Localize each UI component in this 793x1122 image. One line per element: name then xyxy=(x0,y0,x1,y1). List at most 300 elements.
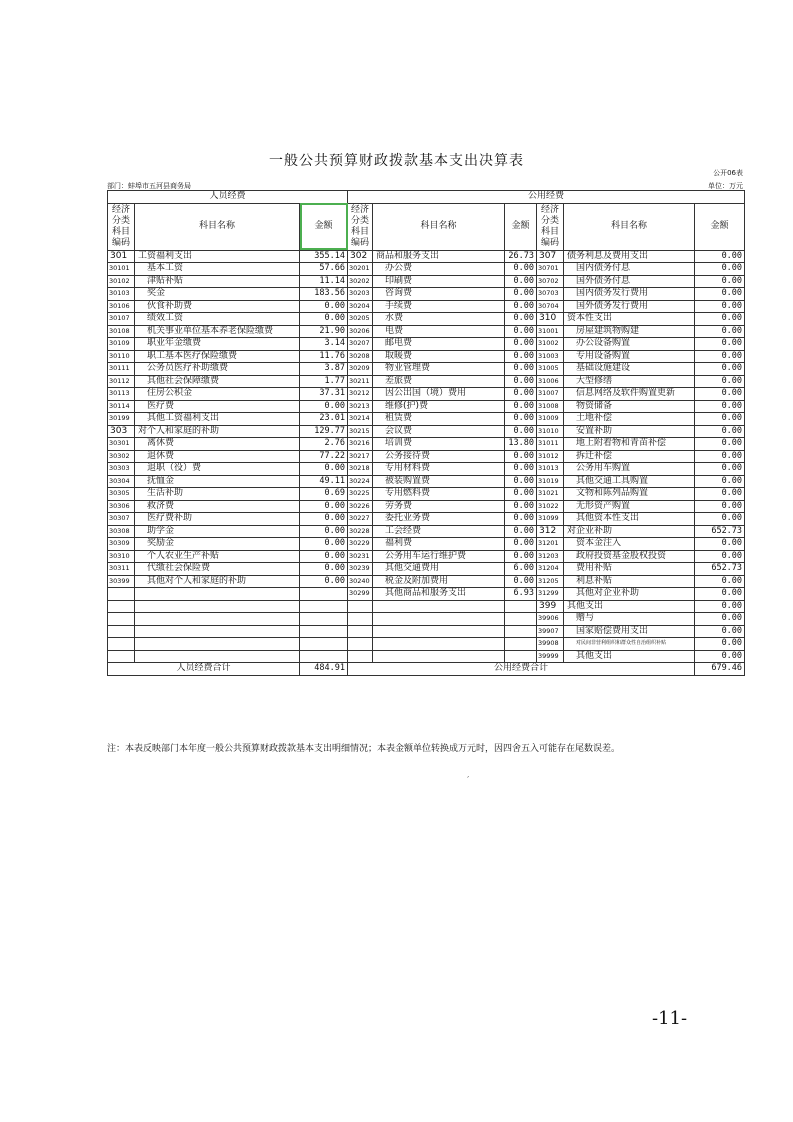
cell-amount xyxy=(300,638,348,651)
cell-name: 安置补助 xyxy=(564,425,695,438)
cell-code: 30106 xyxy=(108,300,135,313)
cell-amount: 0.00 xyxy=(695,350,745,363)
cell-name: 其他对企业补助 xyxy=(564,588,695,601)
table-row xyxy=(108,313,745,326)
col-header-code: 经济分类科目编码 xyxy=(108,203,135,250)
cell-amount xyxy=(505,613,537,626)
cell-name: 大型修缮 xyxy=(564,375,695,388)
cell-code: 30206 xyxy=(348,325,373,338)
cell-amount: 355.14 xyxy=(300,250,348,263)
cell-name: 对个人和家庭的补助 xyxy=(135,425,300,438)
cell-code: 31005 xyxy=(537,363,564,376)
cell-code xyxy=(348,600,373,613)
cell-name: 文物和陈列品购置 xyxy=(564,488,695,501)
cell-code: 310 xyxy=(537,313,564,326)
cell-amount: 0.00 xyxy=(695,538,745,551)
cell-name: 伙食补助费 xyxy=(135,300,300,313)
cell-name: 国内债务付息 xyxy=(564,263,695,276)
col-header-amount: 金额 xyxy=(695,203,745,250)
cell-code: 30101 xyxy=(108,263,135,276)
cell-amount: 0.00 xyxy=(695,375,745,388)
cell-code: 30218 xyxy=(348,463,373,476)
cell-amount: 0.00 xyxy=(505,463,537,476)
cell-amount: 0.00 xyxy=(505,513,537,526)
cell-code: 30306 xyxy=(108,500,135,513)
cell-amount: 3.87 xyxy=(300,363,348,376)
cell-name: 奖励金 xyxy=(135,538,300,551)
table-row xyxy=(108,563,745,576)
cell-name: 物业管理费 xyxy=(373,363,505,376)
cell-name xyxy=(135,600,300,613)
cell-name: 助学金 xyxy=(135,525,300,538)
cell-amount: 0.00 xyxy=(695,475,745,488)
col-header-amount: 金额 xyxy=(300,203,348,250)
cell-amount: 57.66 xyxy=(300,263,348,276)
cell-name: 基础设施建设 xyxy=(564,363,695,376)
cell-name xyxy=(373,613,505,626)
cell-code: 30109 xyxy=(108,338,135,351)
table-row xyxy=(108,575,745,588)
cell-name: 其他支出 xyxy=(564,650,695,663)
table-row xyxy=(108,363,745,376)
cell-code: 303 xyxy=(108,425,135,438)
table-row xyxy=(108,450,745,463)
cell-code: 31010 xyxy=(537,425,564,438)
cell-name: 对企业补助 xyxy=(564,525,695,538)
cell-amount: 0.00 xyxy=(695,263,745,276)
cell-name: 资本性支出 xyxy=(564,313,695,326)
cell-code: 31007 xyxy=(537,388,564,401)
cell-code: 30309 xyxy=(108,538,135,551)
cell-code: 31003 xyxy=(537,350,564,363)
cell-code: 307 xyxy=(537,250,564,263)
table-row xyxy=(108,425,745,438)
cell-code: 30205 xyxy=(348,313,373,326)
cell-code: 30303 xyxy=(108,463,135,476)
cell-code: 30229 xyxy=(348,538,373,551)
cell-code xyxy=(348,613,373,626)
cell-amount: 0.00 xyxy=(505,388,537,401)
cell-name: 水费 xyxy=(373,313,505,326)
cell-amount: 0.00 xyxy=(505,363,537,376)
cell-code: 30111 xyxy=(108,363,135,376)
table-row xyxy=(108,288,745,301)
cell-name: 津贴补贴 xyxy=(135,275,300,288)
cell-code: 30307 xyxy=(108,513,135,526)
cell-code: 30103 xyxy=(108,288,135,301)
cell-code: 312 xyxy=(537,525,564,538)
cell-name: 会议费 xyxy=(373,425,505,438)
cell-code xyxy=(108,625,135,638)
cell-amount: 0.00 xyxy=(695,625,745,638)
cell-code: 30217 xyxy=(348,450,373,463)
table-row xyxy=(108,400,745,413)
col-header-code: 经济分类科目编码 xyxy=(537,203,564,250)
cell-amount: 0.00 xyxy=(300,463,348,476)
table-row xyxy=(108,638,745,651)
cell-amount: 0.00 xyxy=(505,375,537,388)
cell-amount: 0.00 xyxy=(505,488,537,501)
cell-code xyxy=(348,625,373,638)
cell-name: 奖金 xyxy=(135,288,300,301)
cell-amount: 11.76 xyxy=(300,350,348,363)
cell-amount: 129.77 xyxy=(300,425,348,438)
cell-name: 信息网络及软件购置更新 xyxy=(564,388,695,401)
table-row xyxy=(108,513,745,526)
cell-name: 其他社会保障缴费 xyxy=(135,375,300,388)
cell-amount: 0.00 xyxy=(505,550,537,563)
cell-code: 30231 xyxy=(348,550,373,563)
cell-name: 退职（役）费 xyxy=(135,463,300,476)
table-row xyxy=(108,550,745,563)
table-row xyxy=(108,338,745,351)
cell-amount: 0.00 xyxy=(695,488,745,501)
cell-code: 30204 xyxy=(348,300,373,313)
cell-amount: 2.76 xyxy=(300,438,348,451)
cell-code: 30304 xyxy=(108,475,135,488)
cell-code: 31205 xyxy=(537,575,564,588)
table-row xyxy=(108,488,745,501)
cell-amount: 0.00 xyxy=(695,338,745,351)
table-row xyxy=(108,388,745,401)
cell-code: 30102 xyxy=(108,275,135,288)
cell-name xyxy=(135,625,300,638)
cell-name: 被装购置费 xyxy=(373,475,505,488)
cell-name: 工资福利支出 xyxy=(135,250,300,263)
cell-code: 31099 xyxy=(537,513,564,526)
table-row xyxy=(108,375,745,388)
cell-code: 30203 xyxy=(348,288,373,301)
cell-amount: 0.00 xyxy=(695,288,745,301)
cell-name xyxy=(135,638,300,651)
cell-name: 邮电费 xyxy=(373,338,505,351)
cell-amount: 26.73 xyxy=(505,250,537,263)
cell-amount: 0.00 xyxy=(695,500,745,513)
cell-amount: 0.00 xyxy=(695,438,745,451)
cell-code: 30225 xyxy=(348,488,373,501)
cell-amount xyxy=(300,600,348,613)
cell-name: 离休费 xyxy=(135,438,300,451)
cell-amount xyxy=(300,588,348,601)
cell-code: 31011 xyxy=(537,438,564,451)
cell-amount: 652.73 xyxy=(695,563,745,576)
cell-code: 30112 xyxy=(108,375,135,388)
cell-amount: 0.00 xyxy=(300,575,348,588)
cell-code: 30108 xyxy=(108,325,135,338)
cell-amount: 3.14 xyxy=(300,338,348,351)
cell-name: 公务用车购置 xyxy=(564,463,695,476)
cell-amount: 0.00 xyxy=(695,425,745,438)
cell-name: 其他资本性支出 xyxy=(564,513,695,526)
cell-name: 利息补贴 xyxy=(564,575,695,588)
cell-amount: 0.00 xyxy=(695,450,745,463)
cell-name: 劳务费 xyxy=(373,500,505,513)
cell-code: 30224 xyxy=(348,475,373,488)
cell-amount: 0.00 xyxy=(505,275,537,288)
cell-code: 399 xyxy=(537,600,564,613)
cell-code: 30214 xyxy=(348,413,373,426)
cell-code: 31009 xyxy=(537,413,564,426)
cell-code: 30215 xyxy=(348,425,373,438)
cell-name: 培训费 xyxy=(373,438,505,451)
cell-name: 职工基本医疗保险缴费 xyxy=(135,350,300,363)
cell-amount: 0.00 xyxy=(300,513,348,526)
cell-code: 30211 xyxy=(348,375,373,388)
group-header-public: 公用经费 xyxy=(348,191,745,204)
cell-name: 代缴社会保险费 xyxy=(135,563,300,576)
cell-amount: 13.80 xyxy=(505,438,537,451)
cell-amount: 0.00 xyxy=(300,313,348,326)
cell-name: 其他对个人和家庭的补助 xyxy=(135,575,300,588)
cell-name: 工会经费 xyxy=(373,525,505,538)
cell-amount: 0.00 xyxy=(695,550,745,563)
cell-name: 租赁费 xyxy=(373,413,505,426)
cell-amount: 21.90 xyxy=(300,325,348,338)
cell-name: 拆迁补偿 xyxy=(564,450,695,463)
cell-code: 30209 xyxy=(348,363,373,376)
cell-name: 国外债务发行费用 xyxy=(564,300,695,313)
cell-amount: 0.00 xyxy=(505,313,537,326)
cell-name: 委托业务费 xyxy=(373,513,505,526)
cell-amount: 0.00 xyxy=(695,638,745,651)
cell-code: 30216 xyxy=(348,438,373,451)
cell-code: 31021 xyxy=(537,488,564,501)
cell-amount xyxy=(505,625,537,638)
cell-amount: 11.14 xyxy=(300,275,348,288)
cell-name: 无形资产购置 xyxy=(564,500,695,513)
cell-amount: 0.00 xyxy=(505,525,537,538)
cell-code: 30701 xyxy=(537,263,564,276)
cell-name: 退休费 xyxy=(135,450,300,463)
cell-code: 39908 xyxy=(537,638,564,651)
footnote: 注：本表反映部门本年度一般公共预算财政拨款基本支出明细情况；本表金额单位转换成万元时，因四舍五入可能存在尾数误差。 xyxy=(107,744,621,754)
cell-name: 职业年金缴费 xyxy=(135,338,300,351)
cell-amount: 37.31 xyxy=(300,388,348,401)
cell-amount xyxy=(300,650,348,663)
cell-name: 专用设备购置 xyxy=(564,350,695,363)
cell-amount: 0.00 xyxy=(695,300,745,313)
cell-code: 39907 xyxy=(537,625,564,638)
cell-code xyxy=(108,650,135,663)
cell-amount: 0.00 xyxy=(505,575,537,588)
unit-label: 单位：万元 xyxy=(708,182,743,190)
cell-amount: 0.00 xyxy=(505,538,537,551)
cell-code: 30213 xyxy=(348,400,373,413)
cell-name: 地上附着物和青苗补偿 xyxy=(564,438,695,451)
col-header-code: 经济分类科目编码 xyxy=(348,203,373,250)
cell-name: 其他工资福利支出 xyxy=(135,413,300,426)
cell-code: 30227 xyxy=(348,513,373,526)
public-total-label: 公用经费合计 xyxy=(348,663,695,676)
cell-name: 印刷费 xyxy=(373,275,505,288)
cell-amount: 0.00 xyxy=(695,413,745,426)
table-row xyxy=(108,413,745,426)
cell-name: 医疗费 xyxy=(135,400,300,413)
cell-amount xyxy=(505,638,537,651)
cell-code: 30107 xyxy=(108,313,135,326)
cell-name: 税金及附加费用 xyxy=(373,575,505,588)
department-label: 部门：蚌埠市五河县商务局 xyxy=(107,182,191,190)
cell-amount: 0.00 xyxy=(300,538,348,551)
cell-name: 因公出国（境）费用 xyxy=(373,388,505,401)
cell-code: 30702 xyxy=(537,275,564,288)
cell-name: 公务用车运行维护费 xyxy=(373,550,505,563)
cell-name xyxy=(373,650,505,663)
cell-amount: 0.00 xyxy=(300,525,348,538)
cell-name: 维修(护)费 xyxy=(373,400,505,413)
cell-amount: 0.00 xyxy=(695,575,745,588)
col-header-amount: 金额 xyxy=(505,203,537,250)
personnel-total-value: 484.91 xyxy=(300,663,348,676)
cell-amount xyxy=(300,613,348,626)
cell-code: 30226 xyxy=(348,500,373,513)
table-row xyxy=(108,300,745,313)
cell-name: 对民间非营利组织和群众性自治组织补贴 xyxy=(564,638,695,651)
table-row xyxy=(108,588,745,601)
cell-name: 国外债务付息 xyxy=(564,275,695,288)
cell-name xyxy=(373,638,505,651)
cell-amount: 0.00 xyxy=(505,263,537,276)
page-number: -11- xyxy=(652,1008,688,1029)
table-row xyxy=(108,525,745,538)
cell-name: 福利费 xyxy=(373,538,505,551)
stray-mark: ˏ xyxy=(466,770,470,778)
cell-code xyxy=(108,613,135,626)
cell-amount: 49.11 xyxy=(300,475,348,488)
table-row xyxy=(108,625,745,638)
cell-name: 债务利息及费用支出 xyxy=(564,250,695,263)
cell-code: 30399 xyxy=(108,575,135,588)
cell-amount: 0.00 xyxy=(300,400,348,413)
cell-code: 30305 xyxy=(108,488,135,501)
table-row xyxy=(108,650,745,663)
col-header-name: 科目名称 xyxy=(135,203,300,250)
cell-code: 30212 xyxy=(348,388,373,401)
cell-code: 30310 xyxy=(108,550,135,563)
cell-name: 生活补助 xyxy=(135,488,300,501)
cell-name: 机关事业单位基本养老保险缴费 xyxy=(135,325,300,338)
cell-code xyxy=(108,588,135,601)
cell-amount: 0.00 xyxy=(695,250,745,263)
table-row xyxy=(108,263,745,276)
cell-code: 31022 xyxy=(537,500,564,513)
cell-code: 30114 xyxy=(108,400,135,413)
cell-code: 30208 xyxy=(348,350,373,363)
cell-code xyxy=(348,650,373,663)
cell-name: 其他支出 xyxy=(564,600,695,613)
cell-amount: 0.00 xyxy=(695,313,745,326)
cell-name: 房屋建筑物购建 xyxy=(564,325,695,338)
cell-name: 物资储备 xyxy=(564,400,695,413)
cell-code: 30299 xyxy=(348,588,373,601)
cell-code: 30311 xyxy=(108,563,135,576)
cell-amount: 0.00 xyxy=(505,325,537,338)
table-row xyxy=(108,613,745,626)
cell-name: 国家赔偿费用支出 xyxy=(564,625,695,638)
cell-name: 绩效工资 xyxy=(135,313,300,326)
cell-amount: 0.00 xyxy=(300,563,348,576)
cell-code: 31203 xyxy=(537,550,564,563)
cell-code: 31299 xyxy=(537,588,564,601)
cell-code: 30110 xyxy=(108,350,135,363)
cell-name xyxy=(135,588,300,601)
cell-amount: 0.00 xyxy=(505,425,537,438)
cell-code: 39906 xyxy=(537,613,564,626)
table-row xyxy=(108,275,745,288)
cell-amount: 23.01 xyxy=(300,413,348,426)
cell-amount: 77.22 xyxy=(300,450,348,463)
cell-name: 差旅费 xyxy=(373,375,505,388)
cell-amount: 183.56 xyxy=(300,288,348,301)
cell-amount: 0.00 xyxy=(300,550,348,563)
cell-code: 31006 xyxy=(537,375,564,388)
cell-name: 个人农业生产补贴 xyxy=(135,550,300,563)
cell-name: 其他商品和服务支出 xyxy=(373,588,505,601)
cell-amount: 0.00 xyxy=(505,400,537,413)
cell-amount: 0.00 xyxy=(300,500,348,513)
cell-name xyxy=(135,613,300,626)
cell-code: 31008 xyxy=(537,400,564,413)
cell-amount: 0.00 xyxy=(695,463,745,476)
cell-amount: 0.00 xyxy=(505,500,537,513)
table-row xyxy=(108,350,745,363)
cell-code: 31201 xyxy=(537,538,564,551)
cell-code: 31002 xyxy=(537,338,564,351)
cell-amount: 0.00 xyxy=(300,300,348,313)
cell-code xyxy=(108,600,135,613)
cell-code: 31012 xyxy=(537,450,564,463)
table-row xyxy=(108,463,745,476)
cell-code: 30704 xyxy=(537,300,564,313)
cell-amount xyxy=(505,600,537,613)
cell-code: 30239 xyxy=(348,563,373,576)
cell-code: 301 xyxy=(108,250,135,263)
cell-name: 公务员医疗补助缴费 xyxy=(135,363,300,376)
cell-code: 30202 xyxy=(348,275,373,288)
cell-amount: 0.00 xyxy=(695,275,745,288)
cell-amount: 0.00 xyxy=(695,363,745,376)
table-row xyxy=(108,538,745,551)
cell-name xyxy=(373,600,505,613)
cell-name: 费用补贴 xyxy=(564,563,695,576)
cell-name: 手续费 xyxy=(373,300,505,313)
cell-name: 商品和服务支出 xyxy=(373,250,505,263)
cell-code: 30301 xyxy=(108,438,135,451)
cell-name: 救济费 xyxy=(135,500,300,513)
public-total-value: 679.46 xyxy=(695,663,745,676)
cell-amount: 0.00 xyxy=(505,350,537,363)
cell-amount: 0.69 xyxy=(300,488,348,501)
cell-amount: 0.00 xyxy=(505,475,537,488)
form-code: 公开06表 xyxy=(713,169,743,177)
cell-amount: 6.00 xyxy=(505,563,537,576)
cell-amount: 0.00 xyxy=(695,400,745,413)
cell-amount: 0.00 xyxy=(695,325,745,338)
cell-code: 30228 xyxy=(348,525,373,538)
cell-name: 住房公积金 xyxy=(135,388,300,401)
cell-code: 30308 xyxy=(108,525,135,538)
cell-amount: 0.00 xyxy=(505,288,537,301)
cell-code: 30201 xyxy=(348,263,373,276)
cell-name: 专用材料费 xyxy=(373,463,505,476)
cell-amount xyxy=(505,650,537,663)
table-row xyxy=(108,475,745,488)
page-title: 一般公共预算财政拨款基本支出决算表 xyxy=(269,153,524,169)
cell-name xyxy=(373,625,505,638)
cell-code: 31204 xyxy=(537,563,564,576)
personnel-total-label: 人员经费合计 xyxy=(108,663,300,676)
cell-amount: 652.73 xyxy=(695,525,745,538)
